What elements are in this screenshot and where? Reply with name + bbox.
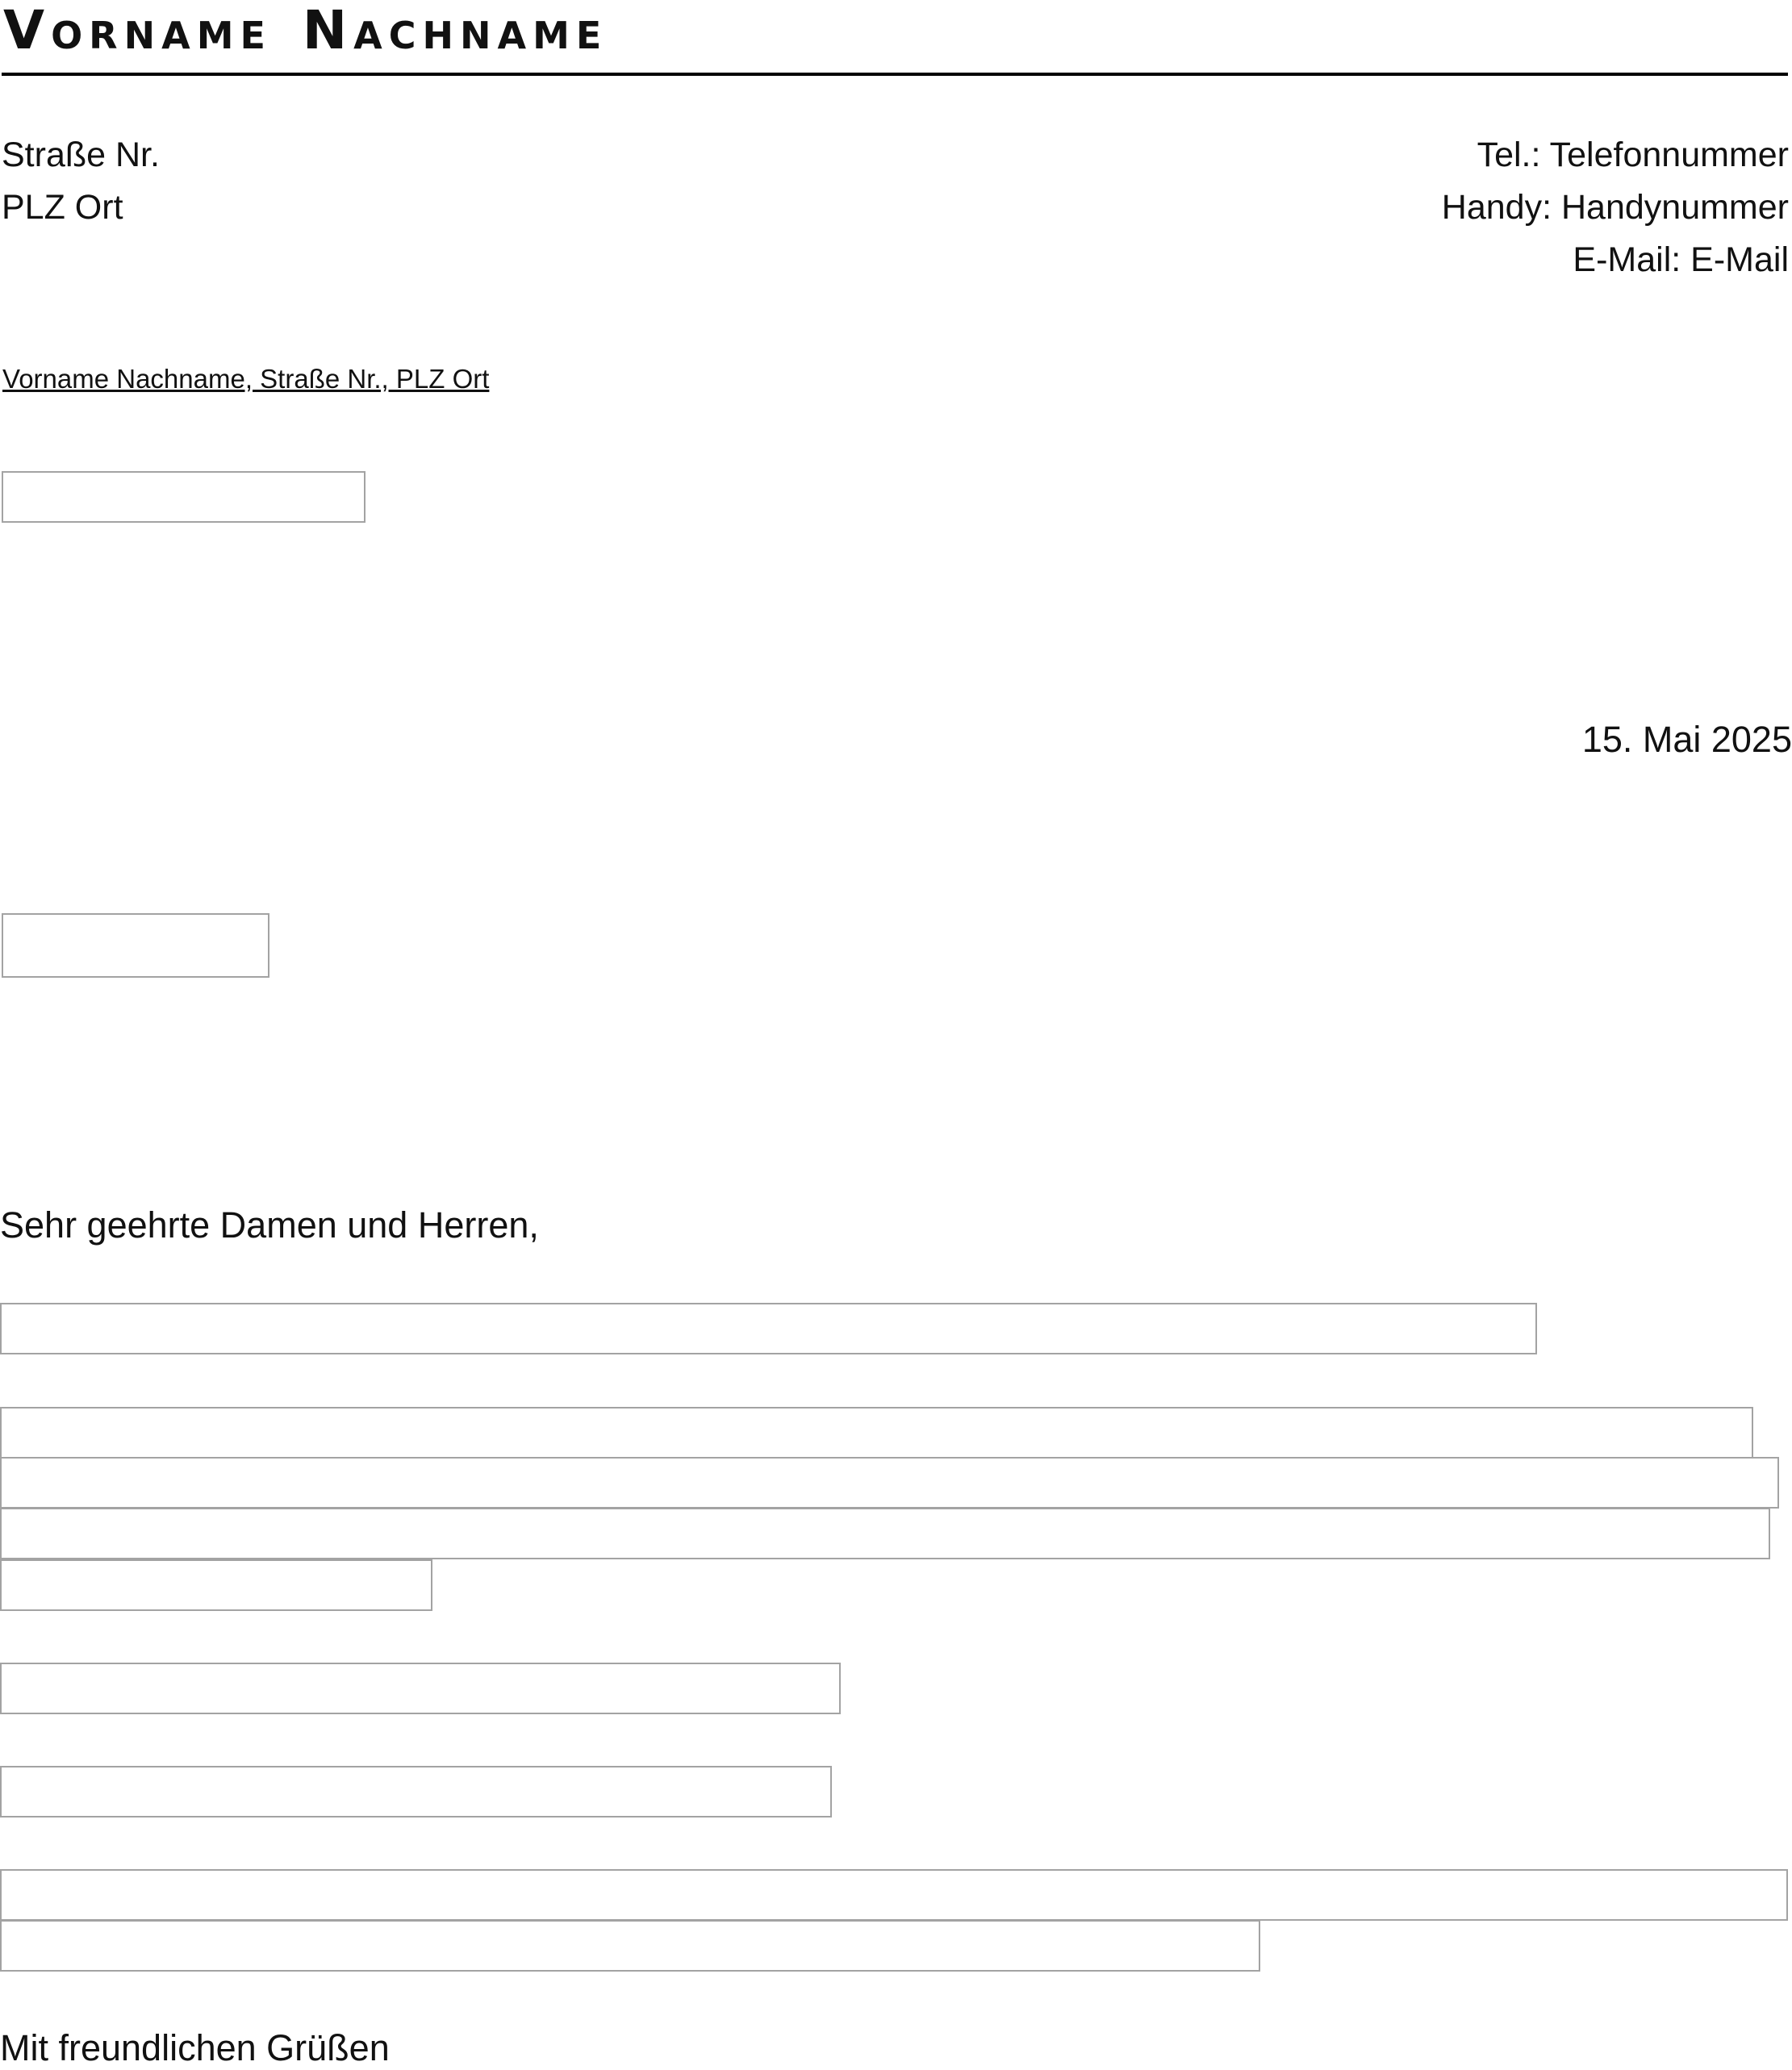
author-name bbox=[3, 0, 608, 61]
header-rule bbox=[2, 73, 1788, 76]
closing-phrase: Mit freundlichen Grüßen bbox=[0, 2027, 390, 2068]
contact-mobile: Handy: Handynummer bbox=[1441, 188, 1789, 227]
contact-email: E-Mail: E-Mail bbox=[1573, 240, 1789, 279]
body-line-field[interactable] bbox=[0, 1457, 1779, 1509]
body-line-field[interactable] bbox=[0, 1407, 1753, 1459]
first-name: Vorname bbox=[3, 0, 272, 61]
body-line-field[interactable] bbox=[0, 1303, 1537, 1354]
body-line-field[interactable] bbox=[0, 1766, 832, 1818]
subject-field[interactable] bbox=[2, 913, 269, 978]
salutation: Sehr geehrte Damen und Herren, bbox=[0, 1204, 539, 1246]
address-city: PLZ Ort bbox=[2, 188, 123, 227]
last-name: Nachname bbox=[302, 0, 608, 61]
body-line-field[interactable] bbox=[0, 1508, 1770, 1559]
body-line-field[interactable] bbox=[0, 1559, 432, 1611]
contact-phone: Tel.: Telefonnummer bbox=[1477, 136, 1789, 174]
letter-date: 15. Mai 2025 bbox=[1581, 719, 1792, 760]
recipient-address-field[interactable] bbox=[2, 471, 366, 523]
body-line-field[interactable] bbox=[0, 1663, 841, 1714]
address-street: Straße Nr. bbox=[2, 136, 160, 174]
sender-return-address: Vorname Nachname, Straße Nr., PLZ Ort bbox=[2, 364, 490, 394]
body-line-field[interactable] bbox=[0, 1869, 1788, 1921]
body-line-field[interactable] bbox=[0, 1920, 1260, 1972]
